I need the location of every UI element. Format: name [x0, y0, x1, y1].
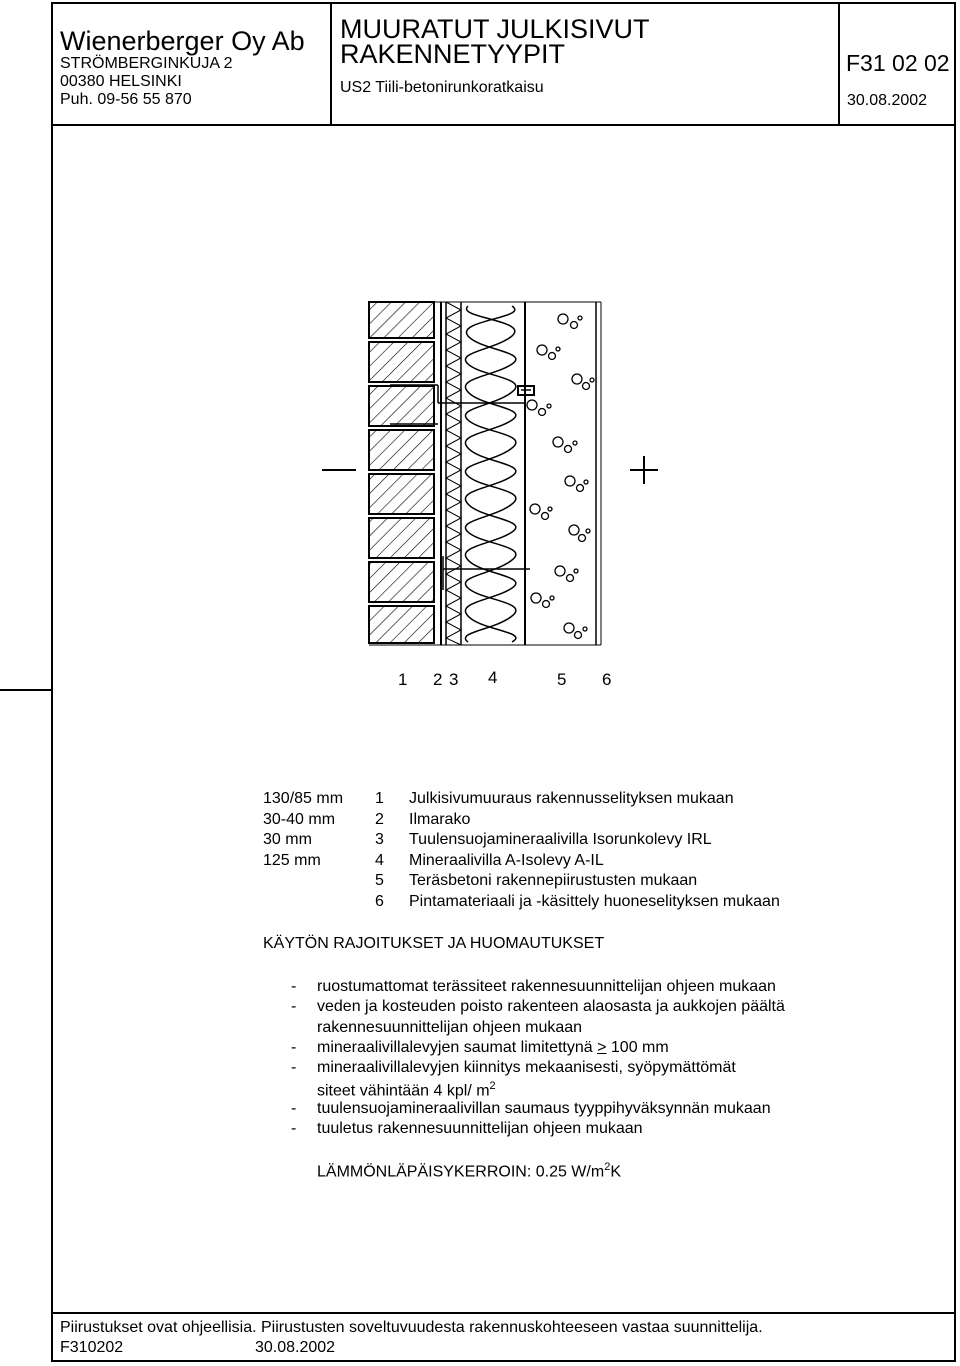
layer-no: 2 — [375, 810, 384, 828]
note-text: siteet vähintään 4 kpl/ m — [317, 1082, 490, 1100]
doc-date: 30.08.2002 — [847, 92, 928, 109]
plus-sign-icon — [630, 456, 658, 484]
note-4 — [291, 1059, 736, 1077]
layer-no: 5 — [375, 872, 384, 889]
note-6 — [291, 1120, 643, 1138]
doc-number: F31 02 02 — [846, 50, 950, 76]
layer-no: 1 — [375, 790, 384, 807]
doc-subtitle: US2 Tiili-betonirunkoratkaisu — [340, 79, 544, 96]
table-row — [263, 790, 780, 811]
layer-thickness: 130/85 mm — [263, 790, 344, 807]
table-row — [263, 852, 780, 873]
u-value-unit: K — [610, 1163, 621, 1181]
note-text: ruostumattomat terässiteet rakennesuunnittelijan ohjeen mukaan — [317, 978, 776, 995]
table-row — [263, 831, 780, 852]
layer-thickness — [263, 893, 375, 914]
layer-number-1: 1 — [398, 670, 408, 689]
layer-desc: Teräsbetoni rakennepiirustusten mukaan — [409, 872, 698, 889]
layer-thickness: 30-40 mm — [263, 810, 336, 828]
note-text: mineraalivillalevyjen saumat limitettynä — [317, 1039, 598, 1056]
windboard-zigzag — [446, 302, 461, 645]
note-gte: > — [597, 1039, 607, 1056]
layer-desc: Ilmarako — [409, 810, 471, 828]
notes-heading: KÄYTÖN RAJOITUKSET JA HUOMAUTUKSET — [263, 935, 605, 952]
concrete-aggregate — [527, 314, 594, 639]
layer-number-2: 2 — [433, 670, 443, 689]
note-text: rakennesuunnittelijan ohjeen mukaan — [317, 1019, 583, 1036]
note-dash: - — [291, 1100, 297, 1117]
layer-number-3: 3 — [449, 670, 459, 689]
table-row — [263, 893, 780, 914]
note-2 — [291, 998, 785, 1016]
table-row — [263, 811, 780, 832]
doc-title-2: RAKENNETYYPIT — [340, 39, 566, 69]
layer-thickness: 30 mm — [263, 831, 312, 848]
u-value-text: LÄMMÖNLÄPÄISYKERROIN: 0.25 W/m — [317, 1163, 605, 1181]
footer-code: F310202 — [60, 1339, 124, 1356]
u-value-sup: 2 — [604, 1161, 611, 1173]
note-dash: - — [291, 1120, 297, 1137]
company-name: Wienerberger Oy Ab — [60, 26, 305, 56]
layer-number-5: 5 — [557, 670, 567, 689]
note-text: tuulensuojamineraalivillan saumaus tyyppihyväksynnän mukaan — [317, 1100, 771, 1117]
brick-courses — [369, 302, 434, 643]
company-address-2: 00380 HELSINKI — [60, 73, 182, 90]
layer-no: 4 — [375, 851, 384, 869]
note-2-cont — [291, 1019, 582, 1037]
layer-spec-table — [263, 790, 780, 913]
layer-desc: Pintamateriaali ja -käsittely huoneselityksen mukaan — [409, 892, 780, 910]
u-value — [317, 1161, 621, 1181]
layer-desc: Julkisivumuuraus rakennusselityksen mukaan — [409, 790, 734, 807]
note-4-cont — [291, 1080, 496, 1100]
footer-date: 30.08.2002 — [255, 1339, 336, 1356]
layer-number-4: 4 — [488, 668, 498, 687]
note-1 — [291, 978, 776, 996]
layer-desc: Tuulensuojamineraalivilla Isorunkolevy IRL — [409, 831, 712, 848]
note-5 — [291, 1100, 771, 1118]
company-phone: Puh. 09-56 55 870 — [60, 91, 192, 108]
note-dash: - — [291, 1059, 297, 1076]
note-3 — [291, 1039, 669, 1057]
note-dash: - — [291, 1039, 297, 1056]
layer-thickness: 125 mm — [263, 851, 321, 869]
note-text: 100 mm — [606, 1039, 669, 1056]
note-text: tuuletus rakennesuunnittelijan ohjeen mukaan — [317, 1120, 643, 1137]
footer-disclaimer: Piirustukset ovat ohjeellisia. Piirustusten soveltuvuudesta rakennuskohteeseen vastaa suunnittelija. — [60, 1319, 763, 1336]
note-sup: 2 — [489, 1080, 496, 1092]
layer-no: 3 — [375, 831, 384, 848]
layer-no: 6 — [375, 892, 384, 910]
note-text: veden ja kosteuden poisto rakenteen alaosasta ja aukkojen päältä — [317, 998, 785, 1015]
table-row — [263, 872, 780, 893]
footer-divider — [51, 1312, 956, 1314]
note-dash: - — [291, 978, 297, 995]
layer-thickness — [263, 872, 375, 893]
layer-desc: Mineraalivilla A-Isolevy A-IL — [409, 851, 604, 869]
insulation-wave — [465, 306, 515, 642]
layer-number-6: 6 — [602, 670, 612, 689]
doc-title-1: MUURATUT JULKISIVUT — [340, 14, 650, 44]
company-address-1: STRÖMBERGINKUJA 2 — [60, 55, 233, 72]
note-text: mineraalivillalevyjen kiinnitys mekaanisesti, syöpymättömät — [317, 1059, 736, 1076]
note-dash: - — [291, 998, 297, 1015]
